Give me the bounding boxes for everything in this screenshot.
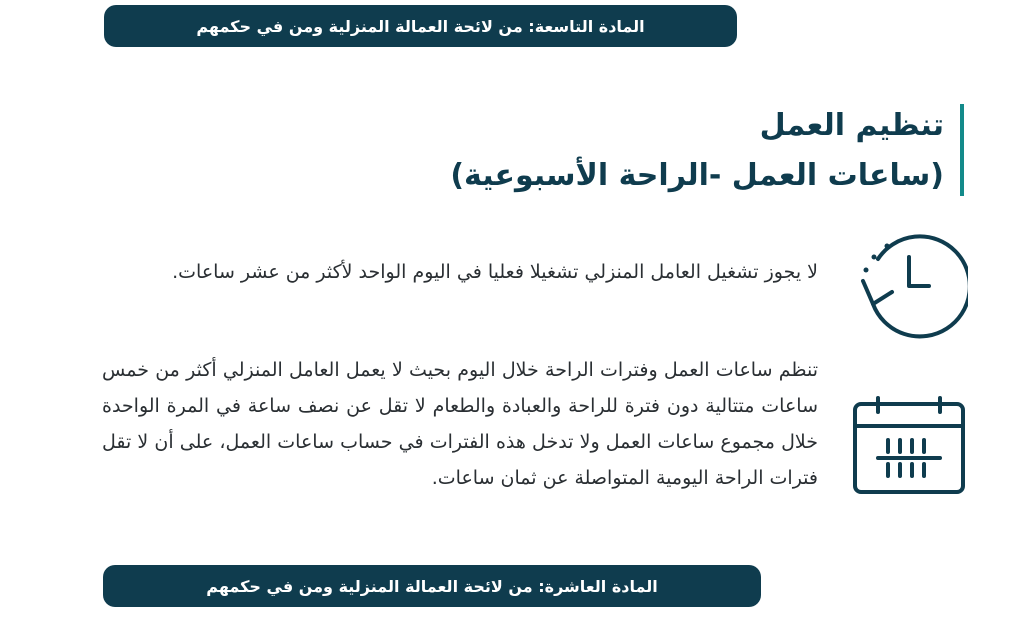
paragraph-rest-periods: تنظم ساعات العمل وفترات الراحة خلال اليوم بحيث لا يعمل العامل المنزلي أكثر من خمس ساعات متتالية دون فترة للراحة والعبادة والطعام لا تقل عن نصف ساعة في المرة الواحدة خلال مجموع ساعات العمل ولا تدخل هذه الفترات في حساب ساعات العمل، على أن لا تقل فترات الراحة اليومية المتواصلة عن ثمان ساعات. [102, 359, 818, 489]
header-banner-text: المادة التاسعة: من لائحة العمالة المنزلية ومن في حكمهم [196, 16, 645, 36]
title-accent-bar [960, 104, 964, 196]
title-line-1: تنظيم العمل [759, 108, 944, 143]
footer-banner-text: المادة العاشرة: من لائحة العمالة المنزلية ومن في حكمهم [206, 576, 658, 596]
clock-icon [852, 230, 968, 340]
section-title [364, 100, 964, 200]
paragraph-working-hours: لا يجوز تشغيل العامل المنزلي تشغيلا فعليا في اليوم الواحد لأكثر من عشر ساعات. [172, 261, 818, 283]
header-banner [104, 5, 737, 47]
title-line-2: (ساعات العمل -الراحة الأسبوعية) [450, 158, 944, 193]
calendar-icon [850, 396, 968, 496]
footer-banner [103, 565, 761, 607]
